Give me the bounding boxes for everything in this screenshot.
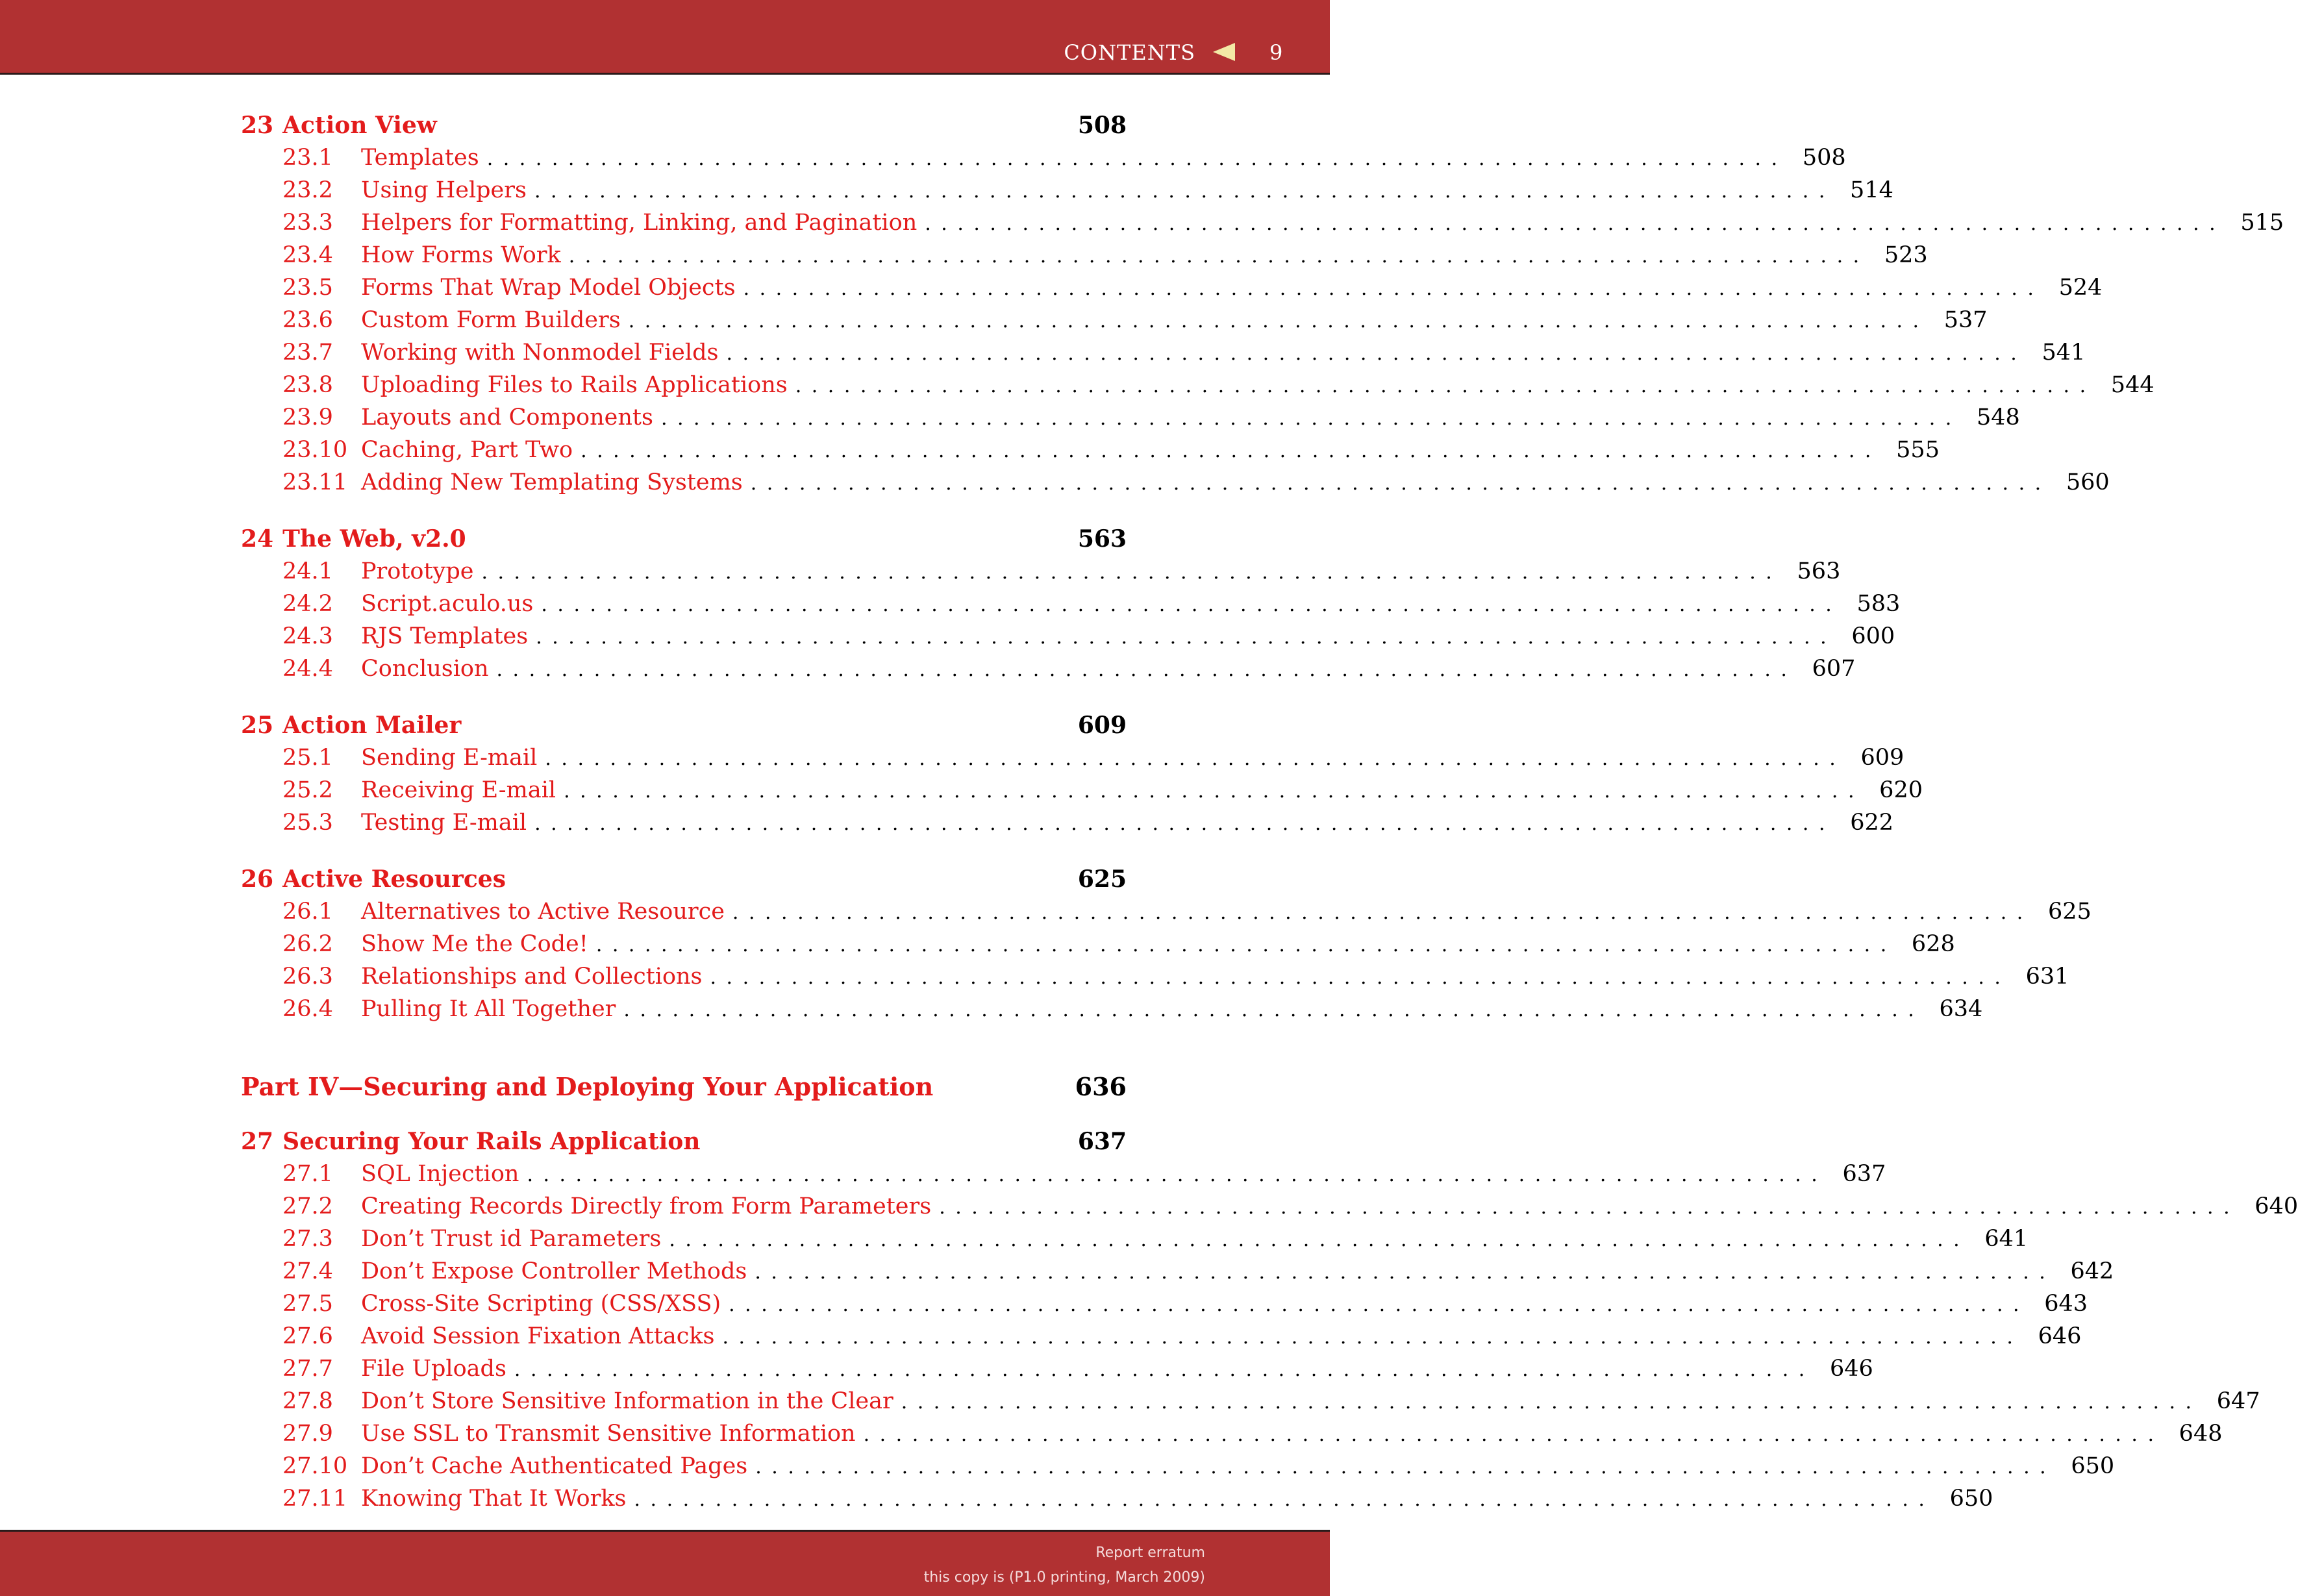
chapter-title: Action View [282,112,437,139]
chapter-title: The Web, v2.0 [282,525,466,553]
toc-section-row [241,1158,1886,1190]
section-page: 563 [1797,558,1841,584]
toc-section-row [241,742,1905,774]
dot-leader: ................................................................................ [710,966,2011,989]
dot-leader: ................................................................................ [925,212,2226,235]
toc-section-row [241,1190,2298,1223]
section-title-link[interactable]: Conclusion [361,656,489,682]
toc-section-row [241,271,2103,304]
toc-section-row [241,142,1846,174]
section-page: 600 [1851,623,1895,649]
section-page: 514 [1850,177,1893,203]
toc-section-row [241,369,2154,401]
section-number: 23.1 [282,145,333,171]
chapter-title-link[interactable] [241,523,466,555]
section-number: 27.10 [282,1453,348,1479]
section-title-link[interactable]: Using Helpers [361,177,527,203]
section-number: 26.3 [282,964,333,990]
section-number: 27.7 [282,1356,333,1382]
section-page: 515 [2240,210,2284,236]
section-number: 26.1 [282,899,333,925]
dot-leader: ................................................................................ [660,407,1962,430]
toc-section-row [241,993,1983,1025]
section-title-link[interactable]: Don’t Expose Controller Methods [361,1258,747,1284]
section-number: 23.4 [282,242,333,268]
section-page: 560 [2066,469,2110,495]
section-title-link[interactable]: Receiving E-mail [361,777,556,803]
dot-leader: ................................................................................ [628,310,1929,332]
section-number: 27.1 [282,1161,333,1187]
section-number: 25.1 [282,745,333,771]
toc-section-row [241,206,2284,239]
toc-section-row [241,239,1928,271]
chapter-heading [241,1125,1127,1158]
section-page: 634 [1939,996,1983,1022]
toc-section-row [241,960,2069,993]
dot-leader: ................................................................................ [755,1456,2056,1478]
section-number: 23.11 [282,469,348,495]
chapter-title: Securing Your Rails Application [282,1128,701,1155]
section-title-link[interactable]: Forms That Wrap Model Objects [361,275,736,301]
dot-leader: ................................................................................ [863,1423,2164,1446]
toc-section-row [241,1255,2114,1288]
section-page: 631 [2025,964,2069,990]
chapter-26 [241,863,2092,1025]
section-number: 23.9 [282,405,333,430]
dot-leader: ................................................................................ [669,1228,1970,1251]
chapter-heading [241,863,1127,895]
section-number: 27.5 [282,1291,333,1317]
section-title-link[interactable]: Uploading Files to Rails Applications [361,372,788,398]
toc-section-row [241,1482,1993,1515]
dot-leader: ................................................................................ [486,147,1788,170]
chapter-title-link[interactable] [241,109,437,142]
section-page: 508 [1802,145,1846,171]
report-erratum-link[interactable]: Report erratum [1095,1545,1205,1561]
section-page: 650 [1949,1486,1993,1512]
chapter-number: 26 [241,866,274,893]
toc-section-row [241,774,1923,806]
section-title-link[interactable]: How Forms Work [361,242,561,268]
section-title-link[interactable]: Creating Records Directly from Form Parameters [361,1193,932,1219]
dot-leader: ................................................................................ [564,780,1864,803]
toc-section-row [241,401,2020,434]
section-title-link[interactable]: Caching, Part Two [361,437,573,463]
dot-leader: ................................................................................ [743,277,2044,300]
chapter-title: Active Resources [282,866,506,893]
chapter-number: 27 [241,1128,274,1155]
dot-leader: ................................................................................ [795,375,2096,397]
section-page: 646 [2038,1323,2082,1349]
chapter-24 [241,523,1901,685]
dot-leader: ................................................................................ [729,1293,2030,1316]
chapter-heading [241,523,1127,555]
section-page: 628 [1911,931,1955,957]
section-page: 523 [1884,242,1928,268]
dot-leader: ................................................................................ [634,1488,1935,1511]
part-title-link[interactable]: Part IV—Securing and Deploying Your Application [241,1072,934,1101]
section-title-link[interactable]: Alternatives to Active Resource [361,899,725,925]
chapter-25 [241,709,1923,839]
section-title-link[interactable]: SQL Injection [361,1161,519,1187]
dot-leader: ................................................................................ [568,245,1869,268]
section-page: 637 [1842,1161,1886,1187]
toc-section-row [241,174,1893,206]
toc-section-row [241,434,1940,466]
section-number: 25.3 [282,810,333,836]
chapter-heading [241,109,1127,142]
dot-leader: ................................................................................ [755,1261,2056,1284]
section-title-link[interactable]: Script.aculo.us [361,591,534,617]
section-page: 555 [1896,437,1940,463]
dot-leader: ................................................................................ [496,658,1797,681]
toc-section-row [241,1223,2029,1255]
section-page: 537 [1943,307,1988,333]
chapter-number: 25 [241,712,274,739]
chapter-heading [241,709,1127,742]
chapter-title: Action Mailer [282,712,462,739]
dot-leader: ................................................................................ [726,342,2027,365]
toc-section-row [241,1288,2088,1320]
chapter-page: 609 [1077,712,1127,739]
section-page: 620 [1879,777,1923,803]
printing-info: this copy is (P1.0 printing, March 2009) [923,1569,1205,1586]
toc-section-row [241,928,1955,960]
chapter-number: 23 [241,112,274,139]
section-number: 27.2 [282,1193,333,1219]
section-page: 647 [2216,1388,2260,1414]
section-title-link[interactable]: Prototype [361,558,474,584]
section-number: 27.11 [282,1486,348,1512]
chapter-page: 637 [1077,1128,1127,1155]
dot-leader: ................................................................................ [581,440,1881,462]
dot-leader: ................................................................................ [939,1196,2240,1219]
dot-leader: ................................................................................ [534,180,1835,203]
back-arrow-icon[interactable] [1213,43,1235,61]
toc-section-row [241,555,1841,588]
section-number: 23.10 [282,437,348,463]
chapter-page: 625 [1077,866,1127,893]
dot-leader: ................................................................................ [541,593,1842,616]
chapter-number: 24 [241,525,274,553]
section-page: 646 [1830,1356,1873,1382]
dot-leader: ................................................................................ [481,561,1782,584]
chapter-23 [241,109,2284,499]
dot-leader: ................................................................................ [732,901,2033,924]
section-title-link[interactable]: Relationships and Collections [361,964,703,990]
toc-section-row [241,1353,1873,1385]
table-of-contents [241,109,2298,1539]
toc-section-row [241,1450,2115,1482]
section-title-link[interactable]: Show Me the Code! [361,931,588,957]
dot-leader: ................................................................................ [750,472,2051,495]
section-title-link[interactable]: Layouts and Components [361,405,653,430]
header-bar [0,0,1330,75]
toc-section-row [241,1320,2082,1353]
section-page: 583 [1856,591,1901,617]
section-number: 26.4 [282,996,333,1022]
toc-section-row [241,806,1893,839]
footer-bar [0,1530,1330,1596]
section-number: 27.3 [282,1226,333,1252]
section-page: 640 [2254,1193,2298,1219]
section-number: 27.8 [282,1388,333,1414]
section-number: 23.5 [282,275,333,301]
header-title: CONTENTS [1064,40,1195,65]
section-page: 544 [2110,372,2154,398]
section-number: 24.4 [282,656,333,682]
section-title-link[interactable]: Avoid Session Fixation Attacks [361,1323,715,1349]
section-number: 27.6 [282,1323,333,1349]
chapter-page: 508 [1077,112,1127,139]
dot-leader: ................................................................................ [527,1164,1828,1186]
section-number: 23.8 [282,372,333,398]
section-title-link[interactable]: Cross-Site Scripting (CSS/XSS) [361,1291,721,1317]
toc-section-row [241,620,1895,653]
section-page: 650 [2071,1453,2115,1479]
toc-section-row [241,466,2110,499]
section-number: 25.2 [282,777,333,803]
section-number: 23.2 [282,177,333,203]
toc-section-row [241,588,1901,620]
dot-leader: ................................................................................ [536,626,1837,649]
section-number: 27.9 [282,1421,333,1447]
section-title-link[interactable]: Testing E-mail [361,810,527,836]
section-title-link[interactable]: Working with Nonmodel Fields [361,340,719,366]
section-number: 23.3 [282,210,333,236]
section-number: 24.1 [282,558,333,584]
part-page: 636 [1075,1072,1127,1101]
dot-leader: ................................................................................ [722,1326,2023,1349]
section-page: 622 [1850,810,1893,836]
toc-section-row [241,336,2086,369]
section-page: 641 [1984,1226,2029,1252]
chapter-title-link[interactable] [241,709,461,742]
section-title-link[interactable]: Don’t Store Sensitive Information in the Clear [361,1388,893,1414]
section-title-link[interactable]: Pulling It All Together [361,996,616,1022]
section-title-link[interactable]: File Uploads [361,1356,506,1382]
section-page: 548 [1977,405,2020,430]
section-title-link[interactable]: Use SSL to Transmit Sensitive Information [361,1421,856,1447]
section-number: 24.2 [282,591,333,617]
dot-leader: ................................................................................ [545,747,1846,770]
dot-leader: ................................................................................ [514,1358,1815,1381]
section-number: 27.4 [282,1258,333,1284]
toc-section-row [241,1385,2260,1417]
dot-leader: ................................................................................ [534,812,1835,835]
toc-section-row [241,304,1988,336]
section-title-link[interactable]: Templates [361,145,479,171]
section-title-link[interactable]: Sending E-mail [361,745,538,771]
dot-leader: ................................................................................ [595,934,1897,956]
chapter-title-link[interactable] [241,1125,700,1158]
section-page: 642 [2070,1258,2114,1284]
section-title-link[interactable]: Don’t Cache Authenticated Pages [361,1453,748,1479]
toc-section-row [241,1417,2223,1450]
chapter-title-link[interactable] [241,863,506,895]
section-title-link[interactable]: Custom Form Builders [361,307,621,333]
dot-leader: ................................................................................ [901,1391,2202,1414]
chapter-27 [241,1125,2298,1515]
section-number: 23.6 [282,307,333,333]
part-heading [241,1071,1127,1103]
section-title-link[interactable]: Knowing That It Works [361,1486,627,1512]
toc-section-row [241,653,1856,685]
section-page: 541 [2042,340,2086,366]
dot-leader: ................................................................................ [623,999,1925,1021]
toc-section-row [241,895,2092,928]
section-page: 607 [1812,656,1856,682]
section-page: 609 [1860,745,1905,771]
section-page: 643 [2044,1291,2088,1317]
section-page: 625 [2048,899,2092,925]
section-title-link[interactable]: Don’t Trust id Parameters [361,1226,662,1252]
chapter-page: 563 [1077,525,1127,553]
section-number: 24.3 [282,623,333,649]
section-number: 23.7 [282,340,333,366]
section-page: 524 [2058,275,2103,301]
section-number: 26.2 [282,931,333,957]
section-title-link[interactable]: Helpers for Formatting, Linking, and Pagination [361,210,918,236]
section-title-link[interactable]: Adding New Templating Systems [361,469,743,495]
header-page-number: 9 [1269,40,1283,65]
section-page: 648 [2179,1421,2223,1447]
section-title-link[interactable]: RJS Templates [361,623,529,649]
